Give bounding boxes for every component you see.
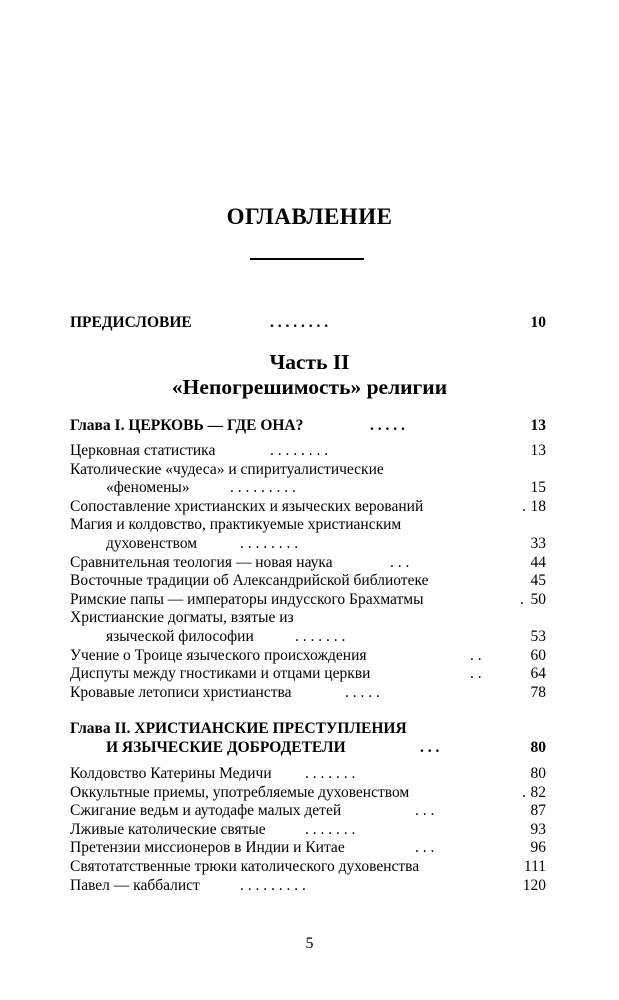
toc-entry-label: Колдовство Катерины Медичи: [70, 765, 272, 782]
toc-entry[interactable]: [70, 515, 546, 534]
toc-entry[interactable]: [70, 534, 546, 553]
leader-dots: .: [520, 590, 524, 608]
toc-entry[interactable]: [70, 608, 546, 627]
leader-dots: . . . . . . . .: [270, 314, 329, 331]
page-number: 5: [305, 935, 314, 952]
chapter-label: Глава II. ХРИСТИАНСКИЕ ПРЕСТУПЛЕНИЯ: [70, 720, 407, 737]
toc-entry[interactable]: [70, 857, 546, 876]
toc-entry[interactable]: [70, 683, 546, 702]
leader-dots: . . . . .: [345, 683, 380, 701]
toc-entry-label: Лживые католические святые: [70, 820, 266, 838]
title-underline: [250, 258, 364, 260]
toc-entry-label: Магия и колдовство, практикуемые христианским: [70, 516, 402, 534]
toc-entry-label: Диспуты между гностиками и отцами церкви: [70, 665, 371, 683]
toc-entry[interactable]: [70, 590, 546, 609]
toc-entry-label: Кровавые летописи христианства: [70, 683, 292, 701]
leader-dots: .: [522, 497, 526, 515]
toc-entry-page: 50: [530, 590, 546, 608]
toc-entry[interactable]: [70, 876, 546, 895]
part-title: «Непогрешимость» религии: [171, 375, 448, 399]
toc-entry[interactable]: [70, 460, 546, 479]
toc-entry-page: 15: [530, 479, 546, 497]
toc-entry[interactable]: [70, 664, 546, 683]
toc-entry[interactable]: [70, 646, 546, 665]
toc-entry-label: языческой философии: [106, 628, 254, 645]
toc-entry-label: Оккультные приемы, употребляемые духовенством: [70, 783, 410, 801]
toc-entry-page: 53: [530, 628, 546, 645]
toc-entry-label: ПРЕДИСЛОВИЕ: [70, 314, 192, 331]
toc-entry-label: Претензии миссионеров в Индии и Китае: [70, 839, 345, 857]
toc-entry-label: Католические «чудеса» и спиритуалистические: [70, 460, 384, 478]
toc-entry-page: 96: [530, 839, 546, 857]
toc-entry[interactable]: [70, 497, 546, 516]
toc-entry-label: Сравнительная теология — новая наука: [70, 553, 333, 571]
toc-entry-label: Павел — каббалист: [70, 876, 200, 894]
chapter-page: 13: [530, 417, 546, 434]
leader-dots: . . . . . . .: [295, 628, 346, 645]
toc-entry-label: Святотатственные трюки католического духовенства: [70, 858, 420, 875]
toc-chapter-2-line2[interactable]: [70, 738, 546, 757]
toc-chapter-2-line1[interactable]: [70, 719, 546, 738]
toc-entry-page: 87: [530, 802, 546, 820]
toc-entry-page: 13: [530, 442, 546, 459]
toc-entry-label: Римские папы — императоры индусского Брахматмы: [70, 590, 424, 608]
leader-dots: .: [522, 783, 526, 801]
toc-entry-page: 111: [523, 858, 546, 875]
toc-entry[interactable]: [70, 441, 546, 460]
toc-entry-page: 33: [530, 535, 546, 552]
toc-entry-label: Церковная статистика: [70, 442, 216, 459]
leader-dots: . . .: [415, 839, 435, 857]
toc-entry[interactable]: [70, 627, 546, 646]
toc-entry-preface[interactable]: [70, 313, 546, 332]
leader-dots: . . .: [415, 802, 435, 820]
toc-entry-label: Восточные традиции об Александрийской библиотеке: [70, 572, 429, 590]
toc-entry[interactable]: [70, 820, 546, 839]
toc-entry-page: 10: [530, 314, 546, 331]
toc-entry-label: «феномены»: [106, 479, 190, 497]
toc-entry-page: 45: [530, 572, 546, 590]
toc-entry[interactable]: [70, 838, 546, 857]
leader-dots: . . . . . . . .: [240, 535, 299, 552]
toc-entry-label: Сжигание ведьм и аутодафе малых детей: [70, 802, 342, 820]
toc-entry-page: 60: [530, 646, 546, 664]
chapter-label: Глава I. ЦЕРКОВЬ — ГДЕ ОНА?: [70, 417, 304, 434]
leader-dots: . . . . .: [370, 417, 405, 434]
toc-entry-page: 80: [530, 765, 546, 782]
toc-entry[interactable]: [70, 783, 546, 802]
chapter-label-cont: И ЯЗЫЧЕСКИЕ ДОБРОДЕТЕЛИ: [106, 739, 346, 756]
toc-entry[interactable]: [70, 478, 546, 497]
toc-entry-label: Христианские догматы, взятые из: [70, 609, 294, 627]
toc-entry-page: 93: [530, 820, 546, 838]
page-title: ОГЛАВЛЕНИЕ: [226, 204, 393, 229]
toc-entry[interactable]: [70, 571, 546, 590]
leader-dots: . . . . . . .: [305, 765, 356, 782]
toc-entry-page: 78: [530, 683, 546, 701]
leader-dots: . . . . . . .: [305, 820, 356, 838]
leader-dots: . . . . . . . .: [270, 442, 329, 459]
leader-dots: . . .: [390, 553, 410, 571]
toc-entry[interactable]: [70, 764, 546, 783]
toc-chapter-1[interactable]: [70, 416, 546, 435]
toc-entry-page: 82: [530, 783, 546, 801]
toc-entry-label: духовенством: [106, 535, 198, 552]
toc-entry[interactable]: [70, 553, 546, 572]
leader-dots: . . . . . . . . .: [240, 876, 306, 894]
leader-dots: . .: [470, 646, 482, 664]
leader-dots: . .: [470, 665, 482, 683]
chapter-page: 80: [530, 739, 546, 756]
toc-entry-page: 44: [530, 553, 546, 571]
leader-dots: . . .: [420, 739, 440, 756]
toc-entry-page: 64: [530, 665, 546, 683]
toc-entry[interactable]: [70, 801, 546, 820]
leader-dots: . . . . . . . . .: [230, 479, 296, 497]
toc-entry-page: 120: [522, 876, 546, 894]
toc-entry-label: Учение о Троице языческого происхождения: [70, 646, 367, 664]
toc-entry-label: Сопоставление христианских и языческих верований: [70, 497, 424, 515]
toc-entry-page: 18: [530, 497, 546, 515]
part-number: Часть II: [269, 350, 350, 374]
